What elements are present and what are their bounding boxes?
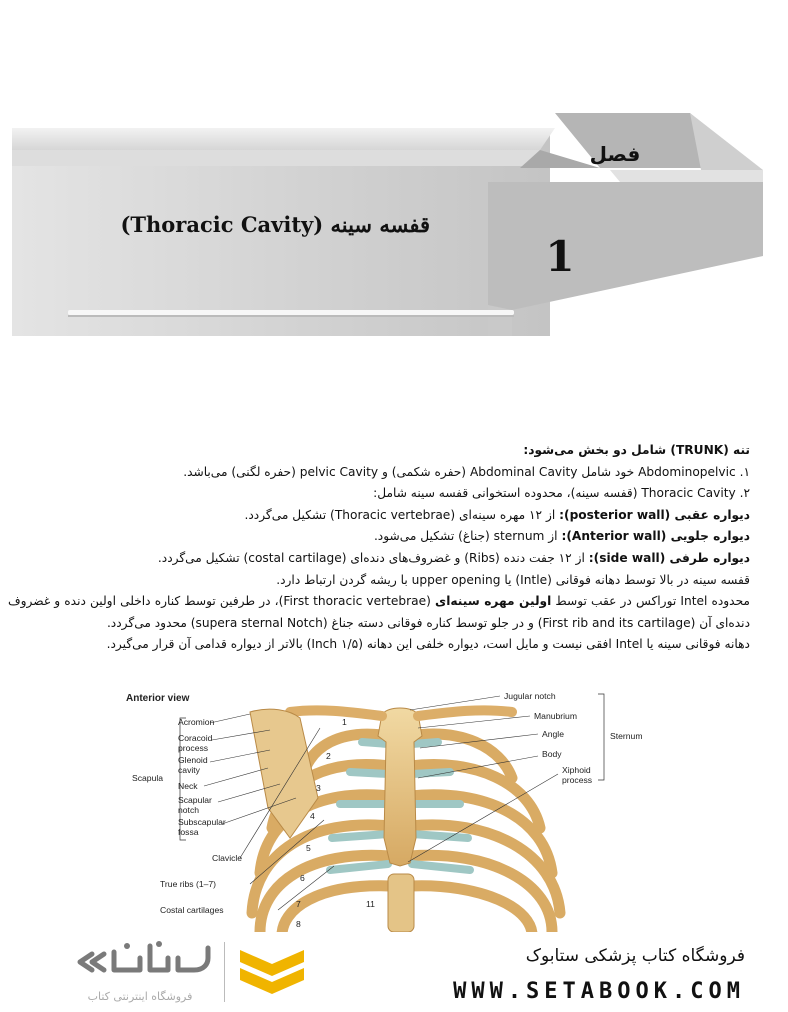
intel-text-rest: (First thoracic vertebrae)، در طرفین توسط کناره داخلی اولین دنده و غضروف دنده‌ای آن (First rib and its cartilage) و در جلو توسط کناره فوقانی دسته جناغ (supera sternal Notch) محدود می‌گردد.: [8, 594, 750, 630]
label-clavicle: Clavicle: [212, 853, 243, 863]
label-true-ribs: True ribs (1–7): [160, 879, 217, 889]
rib-number-2: 2: [326, 751, 331, 761]
label-scapula: Scapula: [132, 773, 164, 783]
figure-view-title: Anterior view: [126, 693, 190, 704]
label-glenoid-cavity: Glenoid cavity: [178, 755, 208, 775]
anterior-wall-text: از sternum (جناغ) تشکیل می‌شود.: [373, 529, 562, 544]
label-body: Body: [542, 749, 562, 759]
label-jugular-notch: Jugular notch: [504, 691, 556, 701]
paragraph-oblique-opening: دهانه فوقانی سینه یا Intel افقی نیست و مایل است، دیواره خلفی این دهانه (۱/۵ Inch) بالاتر از دیواره قدامی آن قرار می‌گیرد.: [106, 637, 750, 652]
side-wall-text: از ۱۲ جفت دنده (Ribs) و غضروف‌های دنده‌ای (costal cartilage) تشکیل می‌گردد.: [157, 550, 589, 565]
thorax-anatomy-figure: [120, 688, 660, 932]
rib-number-7: 7: [296, 899, 301, 909]
label-costal-cartilages: Costal cartilages: [160, 905, 224, 915]
paragraph-intel-boundaries: [8, 591, 750, 634]
intel-text-start: محدوده Intel توراکس در عقب توسط: [551, 594, 750, 609]
rib-number-5: 5: [306, 843, 311, 853]
paragraph-anterior-wall: [8, 526, 750, 548]
posterior-wall-text: از ۱۲ مهره سینه‌ای (Thoracic vertebrae) تشکیل می‌گردد.: [244, 507, 560, 522]
chapter-header: [0, 0, 788, 345]
body-text: [8, 440, 750, 656]
label-xiphoid-process: Xiphoid process: [562, 765, 593, 785]
rib-number-1: 1: [342, 717, 347, 727]
store-name: فروشگاه کتاب پزشکی ستابوک: [525, 946, 745, 966]
paragraph-thoracic-cavity: ۲. Thoracic Cavity (قفسه سینه)، محدوده استخوانی قفسه سینه شامل:: [373, 486, 750, 501]
rib-number-8: 8: [296, 919, 301, 929]
setabook-logo-wordmark: [70, 934, 220, 986]
book-chevron-icon: [236, 942, 308, 1002]
paragraph-side-wall: [8, 548, 750, 570]
logo-subtitle: فروشگاه اینترنتی کتاب: [87, 990, 193, 1003]
chapter-label: فصل: [589, 142, 641, 166]
anterior-wall-label: دیواره جلویی (Anterior wall):: [561, 529, 750, 544]
label-coracoid-process: Coracoid process: [178, 733, 213, 753]
chapter-number: 1: [545, 232, 575, 281]
rib-number-11: 11: [366, 899, 375, 909]
paragraph-upper-opening: قفسه سینه در بالا توسط دهانه فوقانی (Intle) یا upper opening با ریشه گردن ارتباط دارد.: [276, 572, 750, 587]
label-acromion: Acromion: [178, 717, 215, 727]
side-wall-label: دیواره طرفی (side wall):: [588, 550, 750, 565]
rib-number-3: 3: [316, 783, 321, 793]
section-heading: تنه (TRUNK) شامل دو بخش می‌شود:: [523, 443, 750, 457]
footer: [0, 932, 788, 1012]
label-scapular-notch: Scapular notch: [178, 795, 212, 815]
paragraph-posterior-wall: [8, 505, 750, 527]
posterior-wall-label: دیواره عقبی (posterior wall):: [559, 507, 750, 522]
label-neck: Neck: [178, 781, 198, 791]
label-manubrium: Manubrium: [534, 711, 577, 721]
label-sternum: Sternum: [610, 731, 643, 741]
store-url[interactable]: WWW.SETABOOK.COM: [453, 979, 745, 1004]
rib-number-4: 4: [310, 811, 315, 821]
chapter-title: قفسه سینه (Thoracic Cavity): [120, 212, 430, 237]
rib-number-6: 6: [300, 873, 305, 883]
intel-text-bold: اولین مهره سینه‌ای: [435, 594, 552, 609]
logo-divider: [224, 942, 225, 1002]
label-angle: Angle: [542, 729, 564, 739]
label-subscapular-fossa: Subscapular fossa: [178, 817, 226, 837]
paragraph-abdominopelvic: ۱. Abdominopelvic خود شامل Abdominal Cavity (حفره شکمی) و pelvic Cavity (حفره لگنی) می‌باشد.: [183, 464, 750, 479]
chapter-banner-graphic: [0, 0, 788, 345]
